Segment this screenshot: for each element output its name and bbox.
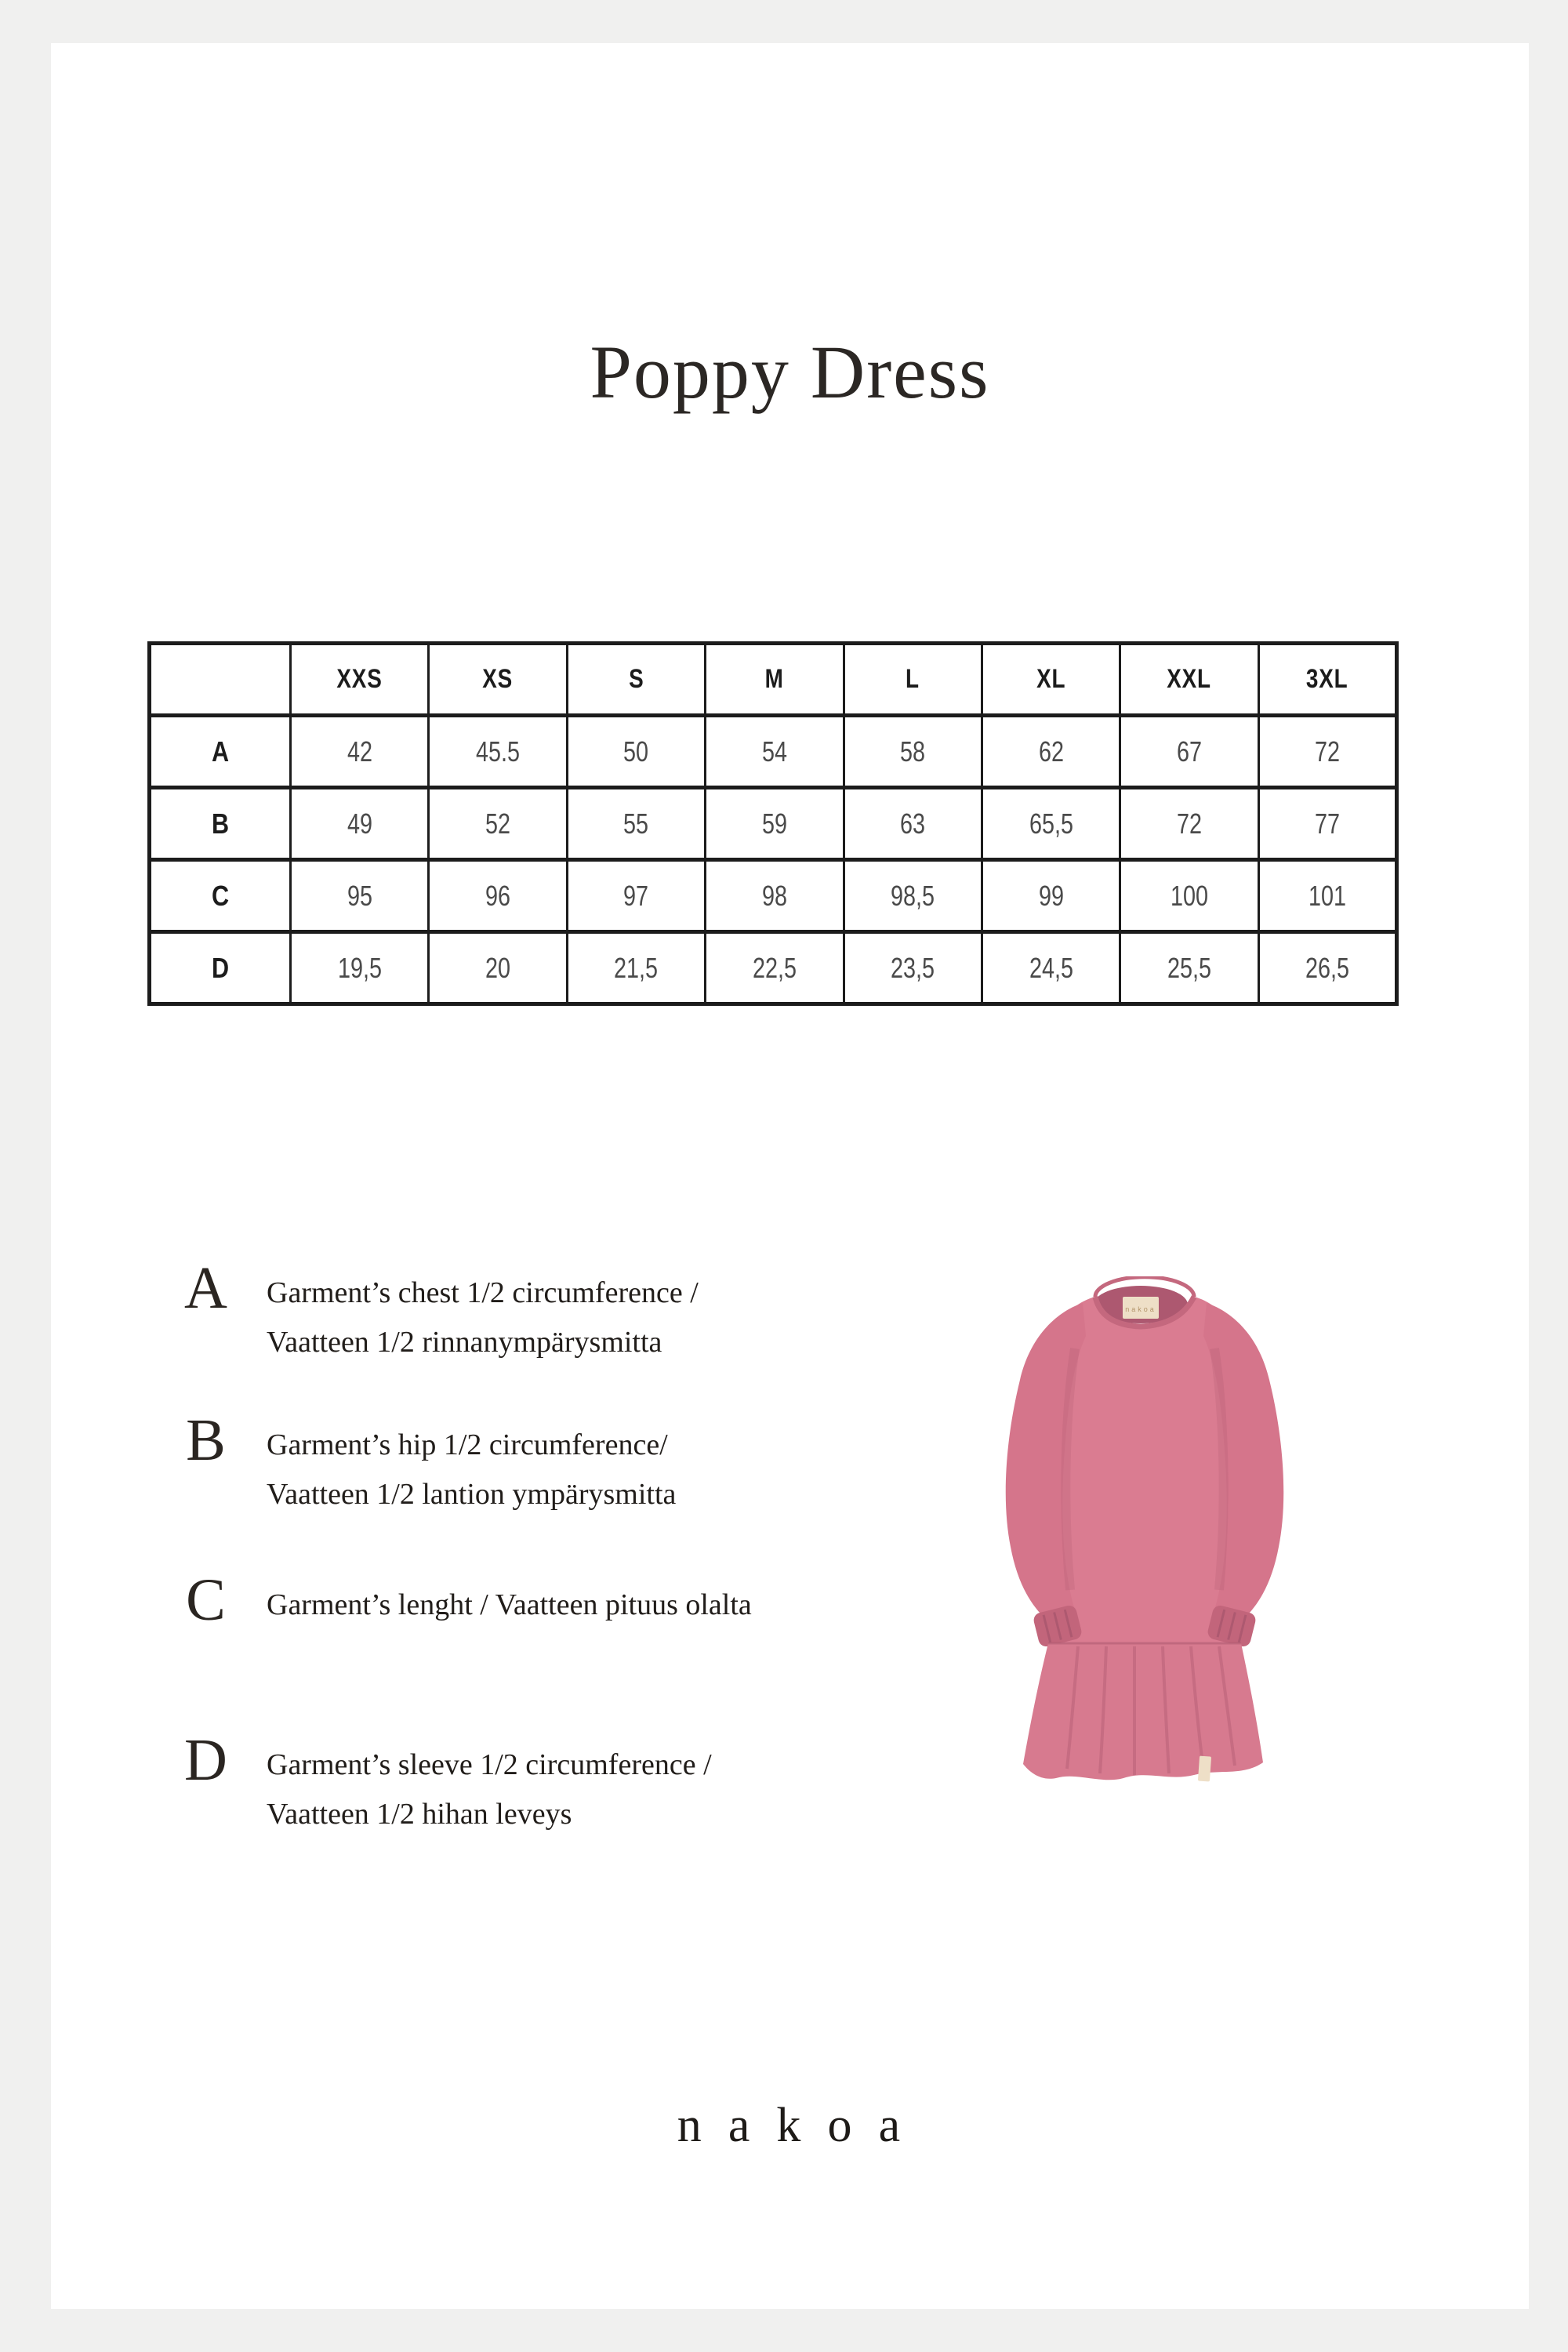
measure-cell: 21,5 (567, 932, 705, 1004)
table-row (150, 716, 1397, 788)
measure-cell: 98,5 (844, 860, 982, 932)
measure-cell: 77 (1258, 788, 1396, 860)
measure-cell: 101 (1258, 860, 1396, 932)
measure-row-label: A (150, 716, 291, 788)
size-column-header: XXS (291, 644, 429, 716)
legend-text-line: Garment’s chest 1/2 circumference / (267, 1276, 699, 1309)
legend-text (267, 1570, 752, 1630)
measure-row-label: D (150, 932, 291, 1004)
size-chart-table (147, 641, 1399, 1006)
measure-cell: 59 (706, 788, 844, 860)
measure-cell: 25,5 (1120, 932, 1258, 1004)
legend-text-line: Garment’s sleeve 1/2 circumference / (267, 1748, 712, 1781)
legend-letter: A (184, 1255, 227, 1321)
legend-letter: D (184, 1727, 227, 1793)
size-column-header: S (567, 644, 705, 716)
measure-cell: 22,5 (706, 932, 844, 1004)
legend-text (267, 1730, 712, 1839)
size-column-header: XL (982, 644, 1120, 716)
legend-text (267, 1410, 676, 1519)
measure-cell: 52 (429, 788, 567, 860)
measure-cell: 49 (291, 788, 429, 860)
measure-cell: 72 (1120, 788, 1258, 860)
measure-cell: 42 (291, 716, 429, 788)
measure-cell: 58 (844, 716, 982, 788)
legend-text-line: Garment’s lenght / Vaatteen pituus olalta (267, 1588, 752, 1621)
legend-text-line: Vaatteen 1/2 lantion ympärysmitta (267, 1478, 677, 1511)
size-column-header: L (844, 644, 982, 716)
measure-cell: 98 (706, 860, 844, 932)
neck-label (1123, 1297, 1159, 1319)
table-row (150, 788, 1397, 860)
legend-item (169, 1727, 712, 1839)
measure-cell: 26,5 (1258, 932, 1396, 1004)
measure-cell: 95 (291, 860, 429, 932)
legend-letter: C (186, 1567, 226, 1633)
neck-label-text: nakoa (1125, 1305, 1156, 1313)
measure-cell: 50 (567, 716, 705, 788)
hem-tag (1198, 1756, 1211, 1782)
measure-cell: 96 (429, 860, 567, 932)
measure-cell: 97 (567, 860, 705, 932)
measure-cell: 23,5 (844, 932, 982, 1004)
legend-text-line: Garment’s hip 1/2 circumference/ (267, 1428, 668, 1461)
legend-text-line: Vaatteen 1/2 hihan leveys (267, 1798, 572, 1831)
table-header-row (150, 644, 1397, 716)
measure-cell: 65,5 (982, 788, 1120, 860)
size-column-header: M (706, 644, 844, 716)
measure-cell: 100 (1120, 860, 1258, 932)
size-guide-page (51, 43, 1529, 2309)
dress-photo (984, 1276, 1305, 1786)
size-column-header: XXL (1120, 644, 1258, 716)
measure-cell: 20 (429, 932, 567, 1004)
measure-cell: 55 (567, 788, 705, 860)
measure-cell: 67 (1120, 716, 1258, 788)
legend-text-line: Vaatteen 1/2 rinnanympärysmitta (267, 1326, 662, 1359)
brand-logo: nakoa (677, 2099, 927, 2152)
measure-row-label: C (150, 860, 291, 932)
measure-cell: 72 (1258, 716, 1396, 788)
table-row (150, 860, 1397, 932)
legend-letter: B (186, 1407, 226, 1473)
measure-cell: 45.5 (429, 716, 567, 788)
legend-item (169, 1567, 752, 1633)
measure-cell: 62 (982, 716, 1120, 788)
table-corner-cell (150, 644, 291, 716)
measure-cell: 54 (706, 716, 844, 788)
legend-text (267, 1258, 699, 1367)
measure-row-label: B (150, 788, 291, 860)
measure-cell: 63 (844, 788, 982, 860)
size-column-header: 3XL (1258, 644, 1396, 716)
legend-item (169, 1255, 699, 1367)
measure-cell: 99 (982, 860, 1120, 932)
measure-cell: 19,5 (291, 932, 429, 1004)
page-title: Poppy Dress (590, 330, 990, 414)
legend-item (169, 1407, 677, 1519)
measure-cell: 24,5 (982, 932, 1120, 1004)
size-column-header: XS (429, 644, 567, 716)
table-row (150, 932, 1397, 1004)
